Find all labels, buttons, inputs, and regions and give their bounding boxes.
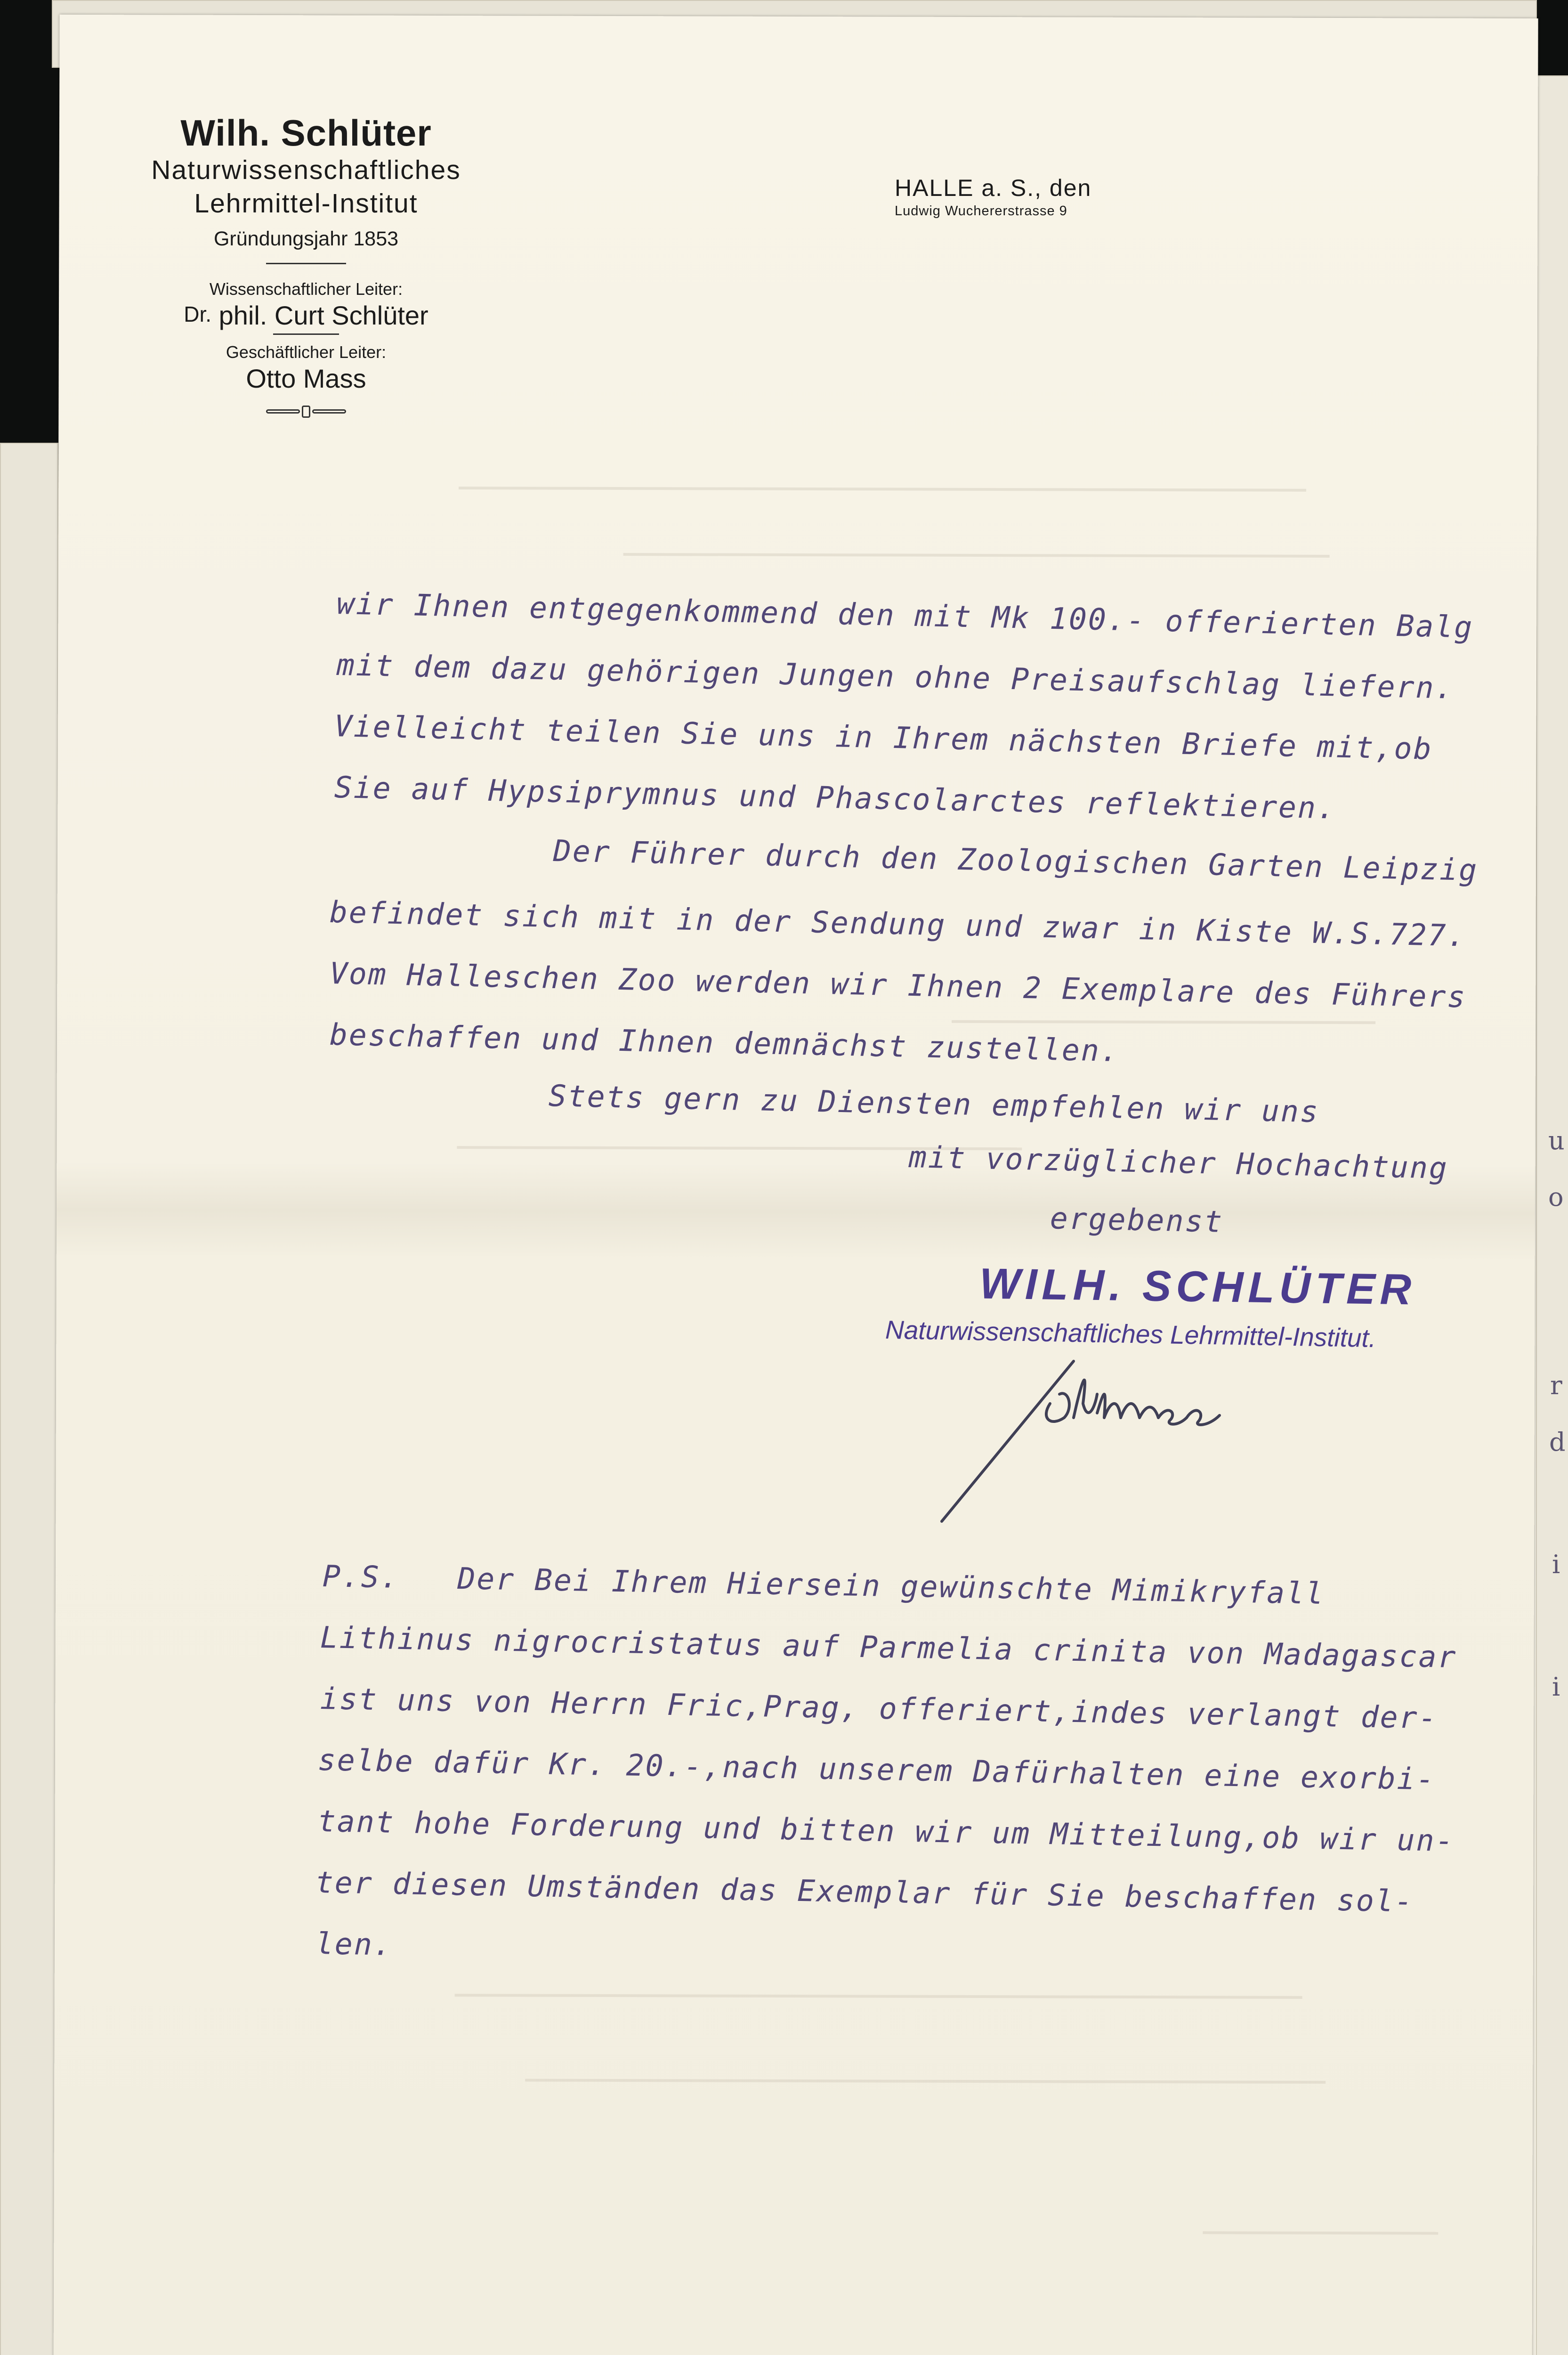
body-line: Der Führer durch den Zoologischen Garten Leipzig [553,834,1479,888]
postscript-line: ter diesen Umständen das Exemplar für Sie beschaffen sol- [315,1865,1414,1919]
postscript-line: P.S. Der Bei Ihrem Hiersein gewünschte Mimikryfall [322,1559,1325,1611]
street-address: Ludwig Wuchererstrasse 9 [895,203,1067,219]
title-prefix: Dr. [184,301,212,326]
body-line: Vielleicht teilen Sie uns in Ihrem nächsten Briefe mit,ob [334,709,1433,766]
body-line: Vom Halleschen Zoo werden wir Ihnen 2 Exemplare des Führers [329,956,1467,1015]
business-director-label: Geschäftlicher Leiter: [226,342,387,362]
margin-fragment: o [1548,1182,1564,1212]
founded-year: Gründungsjahr 1853 [213,227,399,251]
postscript-line: len. [315,1926,393,1962]
body-line: Sie auf Hypsiprymnus und Phascolarctes reflektieren. [334,770,1337,826]
company-stamp-name: WILH. SCHLÜTER [979,1259,1416,1314]
postscript-line: tant hohe Forderung und bitten wir um Mitteilung,ob wir un- [317,1804,1455,1859]
company-name: Wilh. Schlüter [180,112,432,154]
margin-fragment: i [1552,1550,1560,1579]
postscript-line: Lithinus nigrocristatus auf Parmelia crinita von Madagascar [320,1620,1458,1675]
margin-fragment: i [1552,1672,1560,1702]
body-line: befindet sich mit in der Sendung und zwar in Kiste W.S.727. [329,895,1467,953]
closing-line: ergebenst [1050,1201,1224,1239]
margin-fragment: r [1550,1371,1562,1400]
body-line: mit dem dazu gehörigen Jungen ohne Preisaufschlag liefern. [336,648,1455,706]
scientific-director-text: phil. Curt Schlüter [218,300,428,330]
body-line: beschaffen und Ihnen demnächst zustellen. [329,1017,1120,1069]
postscript-line: ist uns von Herrn Fric,Prag, offeriert,indes verlangt der- [320,1681,1439,1736]
scientific-director-label: Wissenschaftlicher Leiter: [209,279,403,299]
closing-line: mit vorzüglicher Hochachtung [908,1140,1449,1186]
company-subtitle-1: Naturwissenschaftliches [151,154,461,185]
company-stamp-institute: Naturwissenschaftliches Lehrmittel-Institut. [885,1315,1376,1353]
postscript-line: selbe dafür Kr. 20.-,nach unserem Dafürhalten eine exorbi- [317,1743,1436,1797]
margin-fragment: d [1549,1427,1566,1457]
city-date-line: HALLE a. S., den [895,175,1092,201]
company-subtitle-2: Lehrmittel-Institut [194,188,418,219]
closing-line: Stets gern zu Diensten empfehlen wir uns [548,1079,1320,1129]
margin-fragment: u [1548,1126,1565,1155]
business-director-name: Otto Mass [246,364,366,394]
body-line: wir Ihnen entgegenkommend den mit Mk 100.- offerierten Balg [336,586,1474,645]
handwritten-signature [932,1347,1290,1535]
